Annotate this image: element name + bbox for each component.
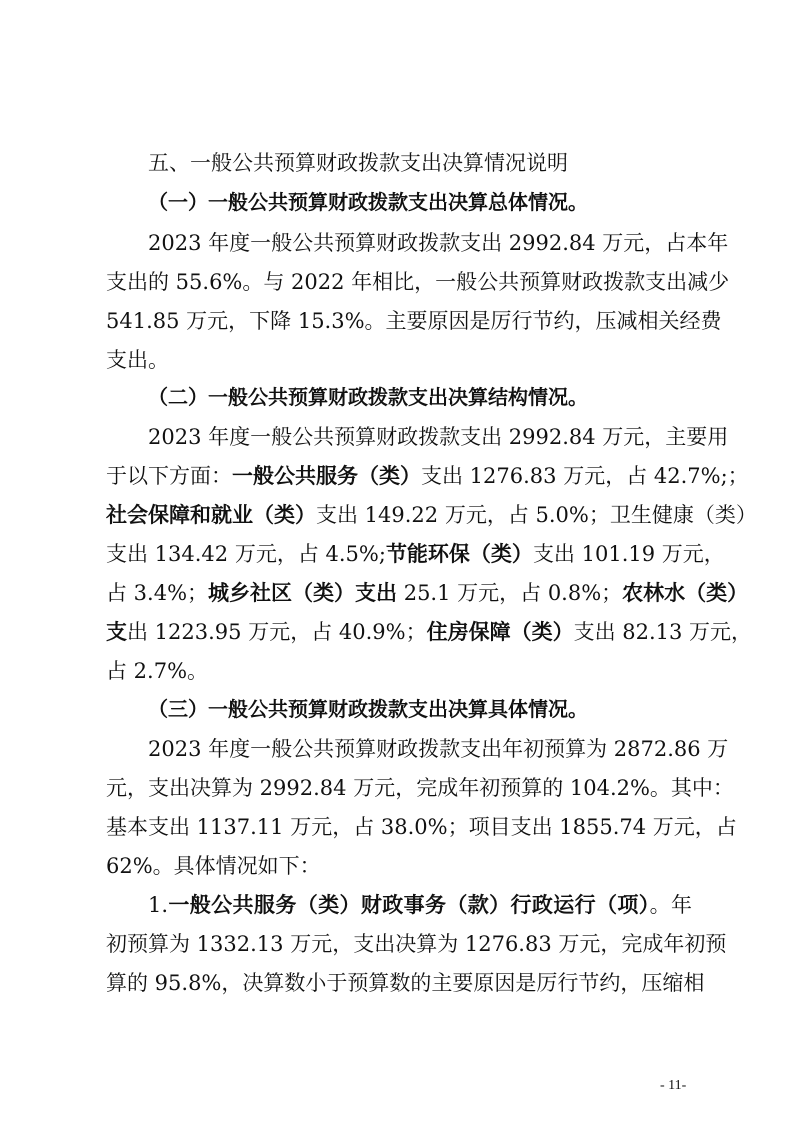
paragraph-line: 支出。: [106, 348, 169, 372]
paragraph-line: 支出的 55.6%。与 2022 年相比，一般公共预算财政拨款支出减少: [106, 270, 730, 294]
paragraph-line: 62%。具体情况如下：: [106, 854, 321, 878]
category-general-public-services: 一般公共服务（类）: [232, 463, 421, 488]
paragraph-line: 2023 年度一般公共预算财政拨款支出 2992.84 万元，主要用: [148, 425, 729, 449]
paragraph-line: 541.85 万元，下降 15.3%。主要原因是厉行节约，压减相关经费: [106, 309, 722, 333]
text-run: 支出 134.42 万元，占 4.5%;: [106, 542, 386, 566]
text-run: 支: [106, 619, 127, 644]
text-run: 25.1 万元，占 0.8%；: [397, 581, 623, 605]
page-number: - 11-: [660, 1078, 687, 1093]
item-1-title: 一般公共服务（类）财政事务（款）行政运行（项）: [168, 892, 650, 917]
category-housing: 住房保障（类）: [426, 619, 574, 644]
paragraph-line: [106, 540, 725, 568]
text-run: 支出 82.13 万元，: [573, 620, 753, 644]
paragraph-line: 占 2.7%。: [106, 659, 209, 683]
text-run: 支出 101.19 万元，: [532, 542, 725, 566]
text-run: 于以下方面：: [106, 464, 232, 488]
paragraph-line: [106, 501, 757, 529]
category-energy-environment: 节能环保（类）: [385, 541, 533, 566]
paragraph-line: [106, 579, 749, 607]
category-urban-rural: 城乡社区（类）支出: [208, 580, 398, 605]
paragraph-line: [106, 462, 749, 490]
item-1-heading-line: [148, 891, 692, 919]
text-run: 。年: [649, 893, 693, 917]
paragraph-line: [106, 618, 753, 646]
text-run: 出 1223.95 万元，占 40.9%；: [127, 620, 427, 644]
paragraph-line: 初预算为 1332.13 万元，支出决算为 1276.83 万元，完成年初预: [106, 932, 727, 956]
subsection-1-heading: （一）一般公共预算财政拨款支出决算总体情况。: [148, 190, 588, 214]
paragraph-line: 基本支出 1137.11 万元，占 38.0%；项目支出 1855.74 万元，占: [106, 815, 737, 839]
text-run: 支出 149.22 万元，占 5.0%；卫生健康（类）: [316, 503, 757, 527]
subsection-3-heading: （三）一般公共预算财政拨款支出决算具体情况。: [148, 697, 588, 721]
text-run: 支出 1276.83 万元，占 42.7%;；: [421, 464, 749, 488]
text-run: 占 3.4%；: [106, 581, 209, 605]
item-number: 1.: [148, 893, 169, 917]
section-title: 五、一般公共预算财政拨款支出决算情况说明: [148, 151, 568, 175]
paragraph-line: 算的 95.8%，决算数小于预算数的主要原因是厉行节约，压缩相: [106, 971, 705, 995]
subsection-2-heading: （二）一般公共预算财政拨款支出决算结构情况。: [148, 385, 588, 409]
paragraph-line: 2023 年度一般公共预算财政拨款支出 2992.84 万元，占本年: [148, 231, 729, 255]
category-agriculture: 农林水（类）: [622, 580, 749, 605]
category-social-security: 社会保障和就业（类）: [106, 502, 316, 527]
paragraph-line: 2023 年度一般公共预算财政拨款支出年初预算为 2872.86 万: [148, 737, 729, 761]
paragraph-line: 元，支出决算为 2992.84 万元，完成年初预算的 104.2%。其中：: [106, 776, 734, 800]
